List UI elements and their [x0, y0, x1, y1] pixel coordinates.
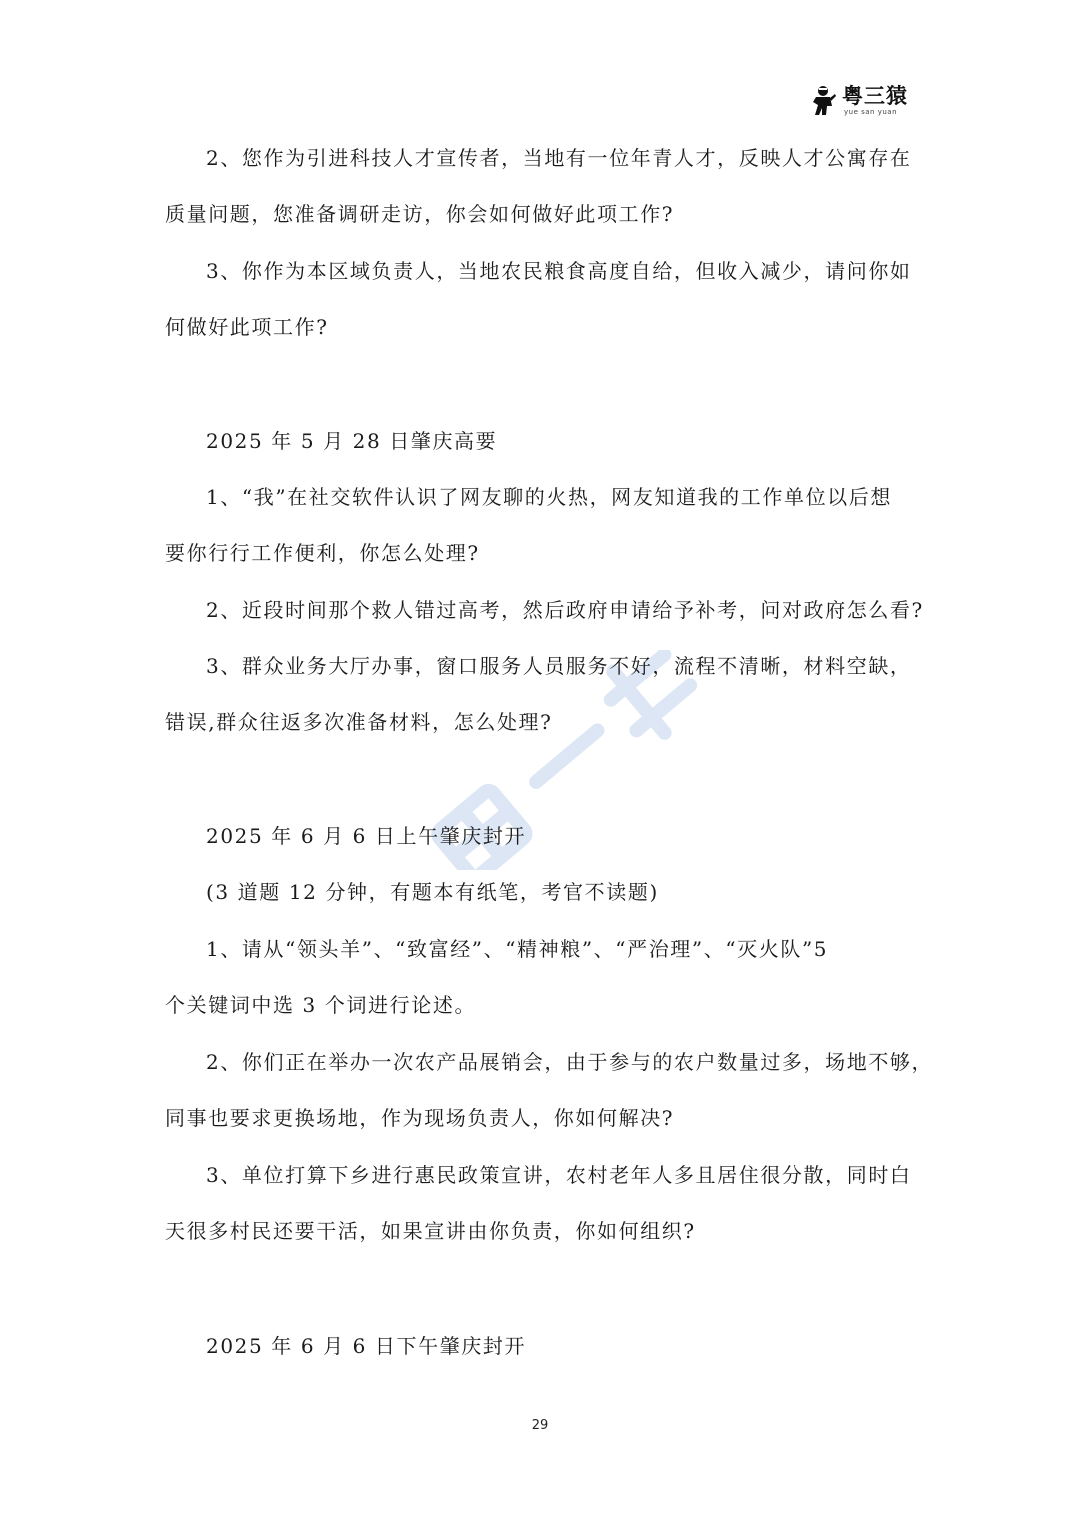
section-heading: 2025 年 6 月 6 日下午肇庆封开 — [206, 1334, 527, 1358]
question-paragraph — [165, 243, 917, 355]
note-text: (3 道题 12 分钟，有题本有纸笔，考官不读题) — [206, 880, 659, 904]
question-text: 质量问题，您准备调研走访，你会如何做好此项工作? — [165, 202, 675, 226]
question-text: 同事也要求更换场地，作为现场负责人，你如何解决? — [165, 1106, 675, 1130]
question-paragraph — [165, 130, 917, 242]
question-text: 3、你作为本区域负责人，当地农民粮食高度自给，但收入减少，请问你如 — [206, 259, 912, 283]
section-heading: 2025 年 5 月 28 日肇庆高要 — [206, 429, 498, 453]
question-paragraph — [165, 638, 917, 750]
question-text: 何做好此项工作? — [165, 315, 329, 339]
question-paragraph — [165, 469, 917, 581]
question-text: 1、请从“领头羊”、“致富经”、“精神粮”、“严治理”、“灭火队”5 — [206, 937, 829, 961]
question-paragraph — [165, 1034, 934, 1146]
section-note — [165, 864, 917, 920]
monkey-logo-icon — [810, 84, 836, 116]
question-text: 天很多村民还要干活，如果宣讲由你负责，你如何组织? — [165, 1219, 696, 1243]
question-paragraph — [165, 582, 924, 638]
section-title — [165, 808, 917, 864]
logo-title: 粤三猿 — [842, 84, 908, 108]
question-paragraph — [165, 921, 917, 1033]
brand-logo — [810, 84, 908, 116]
page-number: 29 — [531, 1418, 549, 1433]
question-text: 1、“我”在社交软件认识了网友聊的火热，网友知道我的工作单位以后想 — [206, 485, 892, 509]
question-text: 错误,群众往返多次准备材料，怎么处理? — [165, 710, 553, 734]
section-title — [165, 1318, 917, 1374]
question-text: 要你行行工作便利，你怎么处理? — [165, 541, 480, 565]
logo-subtitle: yue san yuan — [844, 108, 898, 116]
question-text: 个关键词中选 3 个词进行论述。 — [165, 993, 477, 1017]
question-text: 2、你们正在举办一次农产品展销会，由于参与的农户数量过多，场地不够， — [206, 1050, 934, 1074]
question-text: 3、群众业务大厅办事，窗口服务人员服务不好，流程不清晰，材料空缺， — [206, 654, 912, 678]
question-text: 2、近段时间那个救人错过高考，然后政府申请给予补考，问对政府怎么看? — [206, 598, 924, 622]
question-text: 2、您作为引进科技人才宣传者，当地有一位年青人才，反映人才公寓存在 — [206, 146, 912, 170]
question-paragraph — [165, 1147, 917, 1259]
question-text: 3、单位打算下乡进行惠民政策宣讲，农村老年人多且居住很分散，同时白 — [206, 1163, 912, 1187]
section-heading: 2025 年 6 月 6 日上午肇庆封开 — [206, 824, 527, 848]
section-title — [165, 413, 917, 469]
